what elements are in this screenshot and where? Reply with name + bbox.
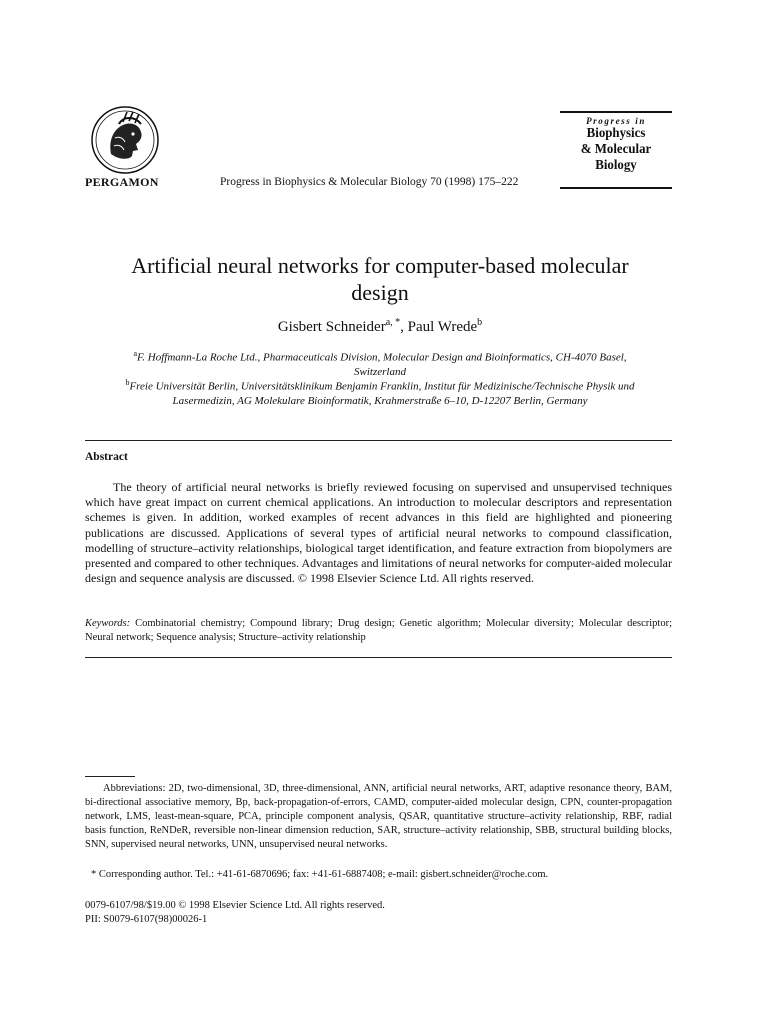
publisher-name: PERGAMON	[85, 175, 159, 189]
affiliation-a-line2: Switzerland	[354, 365, 406, 378]
abbreviations-footnote: Abbreviations: 2D, two-dimensional, 3D, three-dimensional, ANN, artificial neural networks, ART, adaptive resonance theory, BAM, bi-directional associative memory, Bp, back-propagation-of-errors, CAMD, computer-aided molecular design, CPN, counter-propagation network, LMS, least-mean-square, PCA, principle component analysis, QSAR, quantitative structure–activity relationship, RBF, radial basis function, ReNDeR, reversible non-linear dimension reduction, SAR, structure–activity relationship, SBB, structural building blocks, SNN, supervised neural networks, UNN, unsupervised neural networks.	[85, 783, 672, 850]
author-separator: ,	[400, 319, 408, 335]
keywords-text: Combinatorial chemistry; Compound library; Drug design; Genetic algorithm; Molecular diversity; Molecular descriptor; Neural network; Sequence analysis; Structure–activity relationship	[85, 618, 672, 643]
paper-title-line1: Artificial neural networks for computer-based molecular	[131, 253, 629, 278]
author-affiliation-mark: a, *	[385, 317, 401, 328]
pergamon-emblem-icon	[89, 104, 161, 176]
keywords	[85, 617, 672, 645]
paper-title-line2: design	[351, 280, 409, 305]
abstract-heading: Abstract	[85, 451, 128, 463]
author-affiliation-mark: b	[477, 317, 483, 328]
abstract-top-rule	[85, 440, 672, 441]
affiliation-mark: a	[133, 349, 137, 358]
journal-citation: Progress in Biophysics & Molecular Biology 70 (1998) 175–222	[220, 176, 519, 188]
author-name: Paul Wrede	[407, 319, 478, 335]
journal-masthead-line3: Biology	[595, 158, 637, 173]
affiliation-b	[84, 376, 676, 408]
affiliation-a	[84, 347, 676, 379]
author-name: Gisbert Schneider	[277, 319, 386, 335]
paper-title	[84, 252, 676, 306]
affiliation-b-line2: Lasermedizin, AG Molekulare Bioinformatik, Krahmerstraße 6–10, D-12207 Berlin, Germany	[172, 394, 588, 407]
publisher-logo	[80, 104, 170, 176]
journal-masthead-line2: & Molecular	[580, 142, 652, 157]
keywords-label: Keywords:	[85, 618, 131, 629]
journal-masthead-top: Progress in	[586, 116, 646, 126]
affiliation-mark: b	[125, 378, 130, 387]
corresponding-author-footnote: * Corresponding author. Tel.: +41-61-6870696; fax: +41-61-6887408; e-mail: gisbert.schneider@roche.com.	[91, 869, 549, 880]
author-list	[84, 317, 676, 336]
journal-masthead	[560, 111, 672, 189]
affiliation-b-line1: Freie Universität Berlin, Universitätsklinikum Benjamin Franklin, Institut für Medizinische/Technische Physik und	[129, 380, 635, 393]
abstract-body: The theory of artificial neural networks is briefly reviewed focusing on supervised and unsupervised techniques which have great impact on current chemical applications. An introduction to molecular descriptors and representation schemes is given. In addition, worked examples of recent advances in this field are highlighted and pioneering publications are discussed. Applications of several types of artificial neural networks to compound classification, modelling of structure–activity relationships, biological target identification, and feature extraction from biopolymers are presented and compared to other techniques. Advantages and limitations of neural networks for computer-aided molecular design and sequence analysis are discussed. © 1998 Elsevier Science Ltd. All rights reserved.	[85, 480, 672, 586]
affiliation-a-line1: F. Hoffmann-La Roche Ltd., Pharmaceuticals Division, Molecular Design and Bioinformatics, CH-4070 Basel,	[137, 351, 627, 364]
journal-masthead-line1: Biophysics	[586, 126, 646, 141]
pii-line: PII: S0079-6107(98)00026-1	[85, 914, 208, 925]
abstract-bottom-rule	[85, 657, 672, 658]
footnote-rule	[85, 776, 135, 777]
issn-line: 0079-6107/98/$19.00 © 1998 Elsevier Science Ltd. All rights reserved.	[85, 900, 385, 911]
